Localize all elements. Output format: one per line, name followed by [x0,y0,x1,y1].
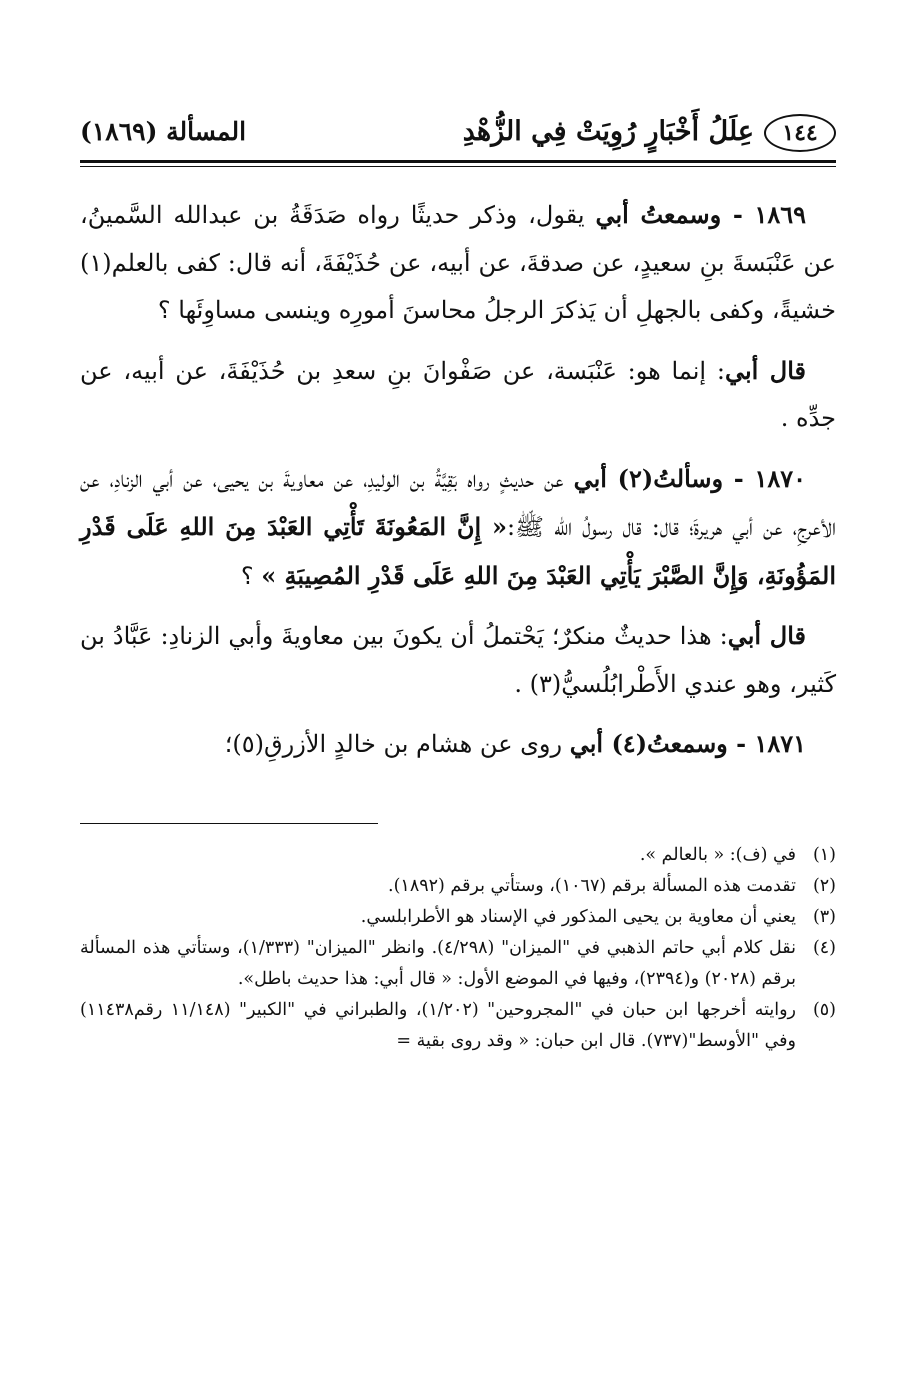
footnote-4 [80,933,836,995]
paragraph-text: : هذا حديثٌ منكرٌ؛ يَحْتملُ أن يكونَ بين معاويةَ وأبي الزنادِ: عَبَّادُ بن كَثير، وهو عندي الأَطْرابُلُسيُّ(٣) . [80,622,836,698]
paragraph-text: عن حديثٍ رواه بَقِيَّةُ بن الوليدِ، عن معاويةَ بن يحيى، عن أبي الزنادِ، عن الأعرجِ، عن أبي هريرةَ؛ قال: قال رسولُ الله ﷺ: [80,464,836,541]
footnote-text: يعني أن معاوية بن يحيى المذكور في الإسناد هو الأطرابلسي. [360,906,796,927]
footnote-number: (٣) [812,906,836,927]
main-text [80,191,836,769]
paragraph-text: يقول، وذكر حديثًا رواه صَدَقَةُ بن عبدالله السَّمينُ، عن عَنْبَسةَ بنِ سعيدٍ، عن صدقةَ، عن أبيه، عن حُذَيْفَةَ، أنه قال: كفى بالعلم(١) خشيةً، وكفى بالجهلِ أن يَذكرَ الرجلُ محاسنَ أمورِه وينسى مساوِئَها ؟ [80,201,836,324]
footnote-3 [80,902,836,933]
hadith-quote: « إِنَّ المَعُونَةَ تَأْتِي العَبْدَ مِنَ اللهِ عَلَى قَدْرِ المَؤُونَةِ، وَإِنَّ الصَّبْرَ يَأْتِي العَبْدَ مِنَ اللهِ عَلَى قَدْرِ المُصِيبَةِ » [80,512,836,590]
paragraph-lead: قال أبي [724,355,806,385]
paragraph-lead: ١٨٦٩ - وسمعتُ أبي [595,200,806,229]
page [80,112,836,1057]
paragraph-1871 [80,720,836,769]
paragraph-abi-comment-2 [80,612,836,708]
footnote-5 [80,995,836,1057]
footnote-number: (١) [812,844,836,865]
paragraph-1869 [80,191,836,335]
footnote-text: في (ف): « بالعالم ». [639,844,796,865]
issue-label: المسألة (١٨٦٩) [80,117,247,146]
page-header [80,112,836,160]
paragraph-lead: ١٨٧١ - وسمعتُ(٤) أبي [569,729,806,758]
footnote-text: نقل كلام أبي حاتم الذهبي في "الميزان" (٤/٢٩٨). وانظر "الميزان" (١/٣٣٣)، وستأتي هذه المسألة برقم (٢٠٢٨) و(٢٣٩٤)، وفيها في الموضع الأول: « قال أبي: هذا حديث باطل». [80,937,796,989]
paragraph-tail: ؟ [240,561,262,590]
footnote-number: (٢) [812,875,836,896]
footnote-number: (٥) [812,999,836,1020]
paragraph-text: : إنما هو: عَنْبَسة، عن صَفْوانَ بنِ سعدِ بن حُذَيْفَةَ، عن أبيه، عن جدِّه . [80,356,836,432]
paragraph-lead: ١٨٧٠ - وسألتُ(٢) أبي [573,463,807,493]
paragraph-lead: قال أبي [727,621,807,650]
header-rule-thick [80,160,836,163]
header-rule-thin [80,166,836,167]
footnote-text: تقدمت هذه المسألة برقم (١٠٦٧)، وستأتي برقم (١٨٩٢). [388,875,796,896]
footnote-1 [80,840,836,871]
paragraph-abi-comment-1 [80,347,836,443]
footnote-text: روايته أخرجها ابن حبان في "المجروحين" (١/٢٠٢)، والطبراني في "الكبير" (١١/١٤٨ رقم١١٤٣٨) وفي "الأوسط"(٧٣٧). قال ابن حبان: « وقد روى بقية = [80,999,797,1051]
footnote-2 [80,871,836,902]
paragraph-text: روى عن هشام بن خالدٍ الأزرقِ(٥)؛ [224,730,570,758]
page-number: ١٤٤ [764,114,836,152]
book-title: عِلَلُ أَخْبَارٍ رُوِيَتْ فِي الزُّهْدِ [462,116,754,147]
footnote-separator [80,823,378,824]
paragraph-1870 [80,455,836,601]
footnotes [80,840,836,1057]
footnote-number: (٤) [812,937,836,958]
